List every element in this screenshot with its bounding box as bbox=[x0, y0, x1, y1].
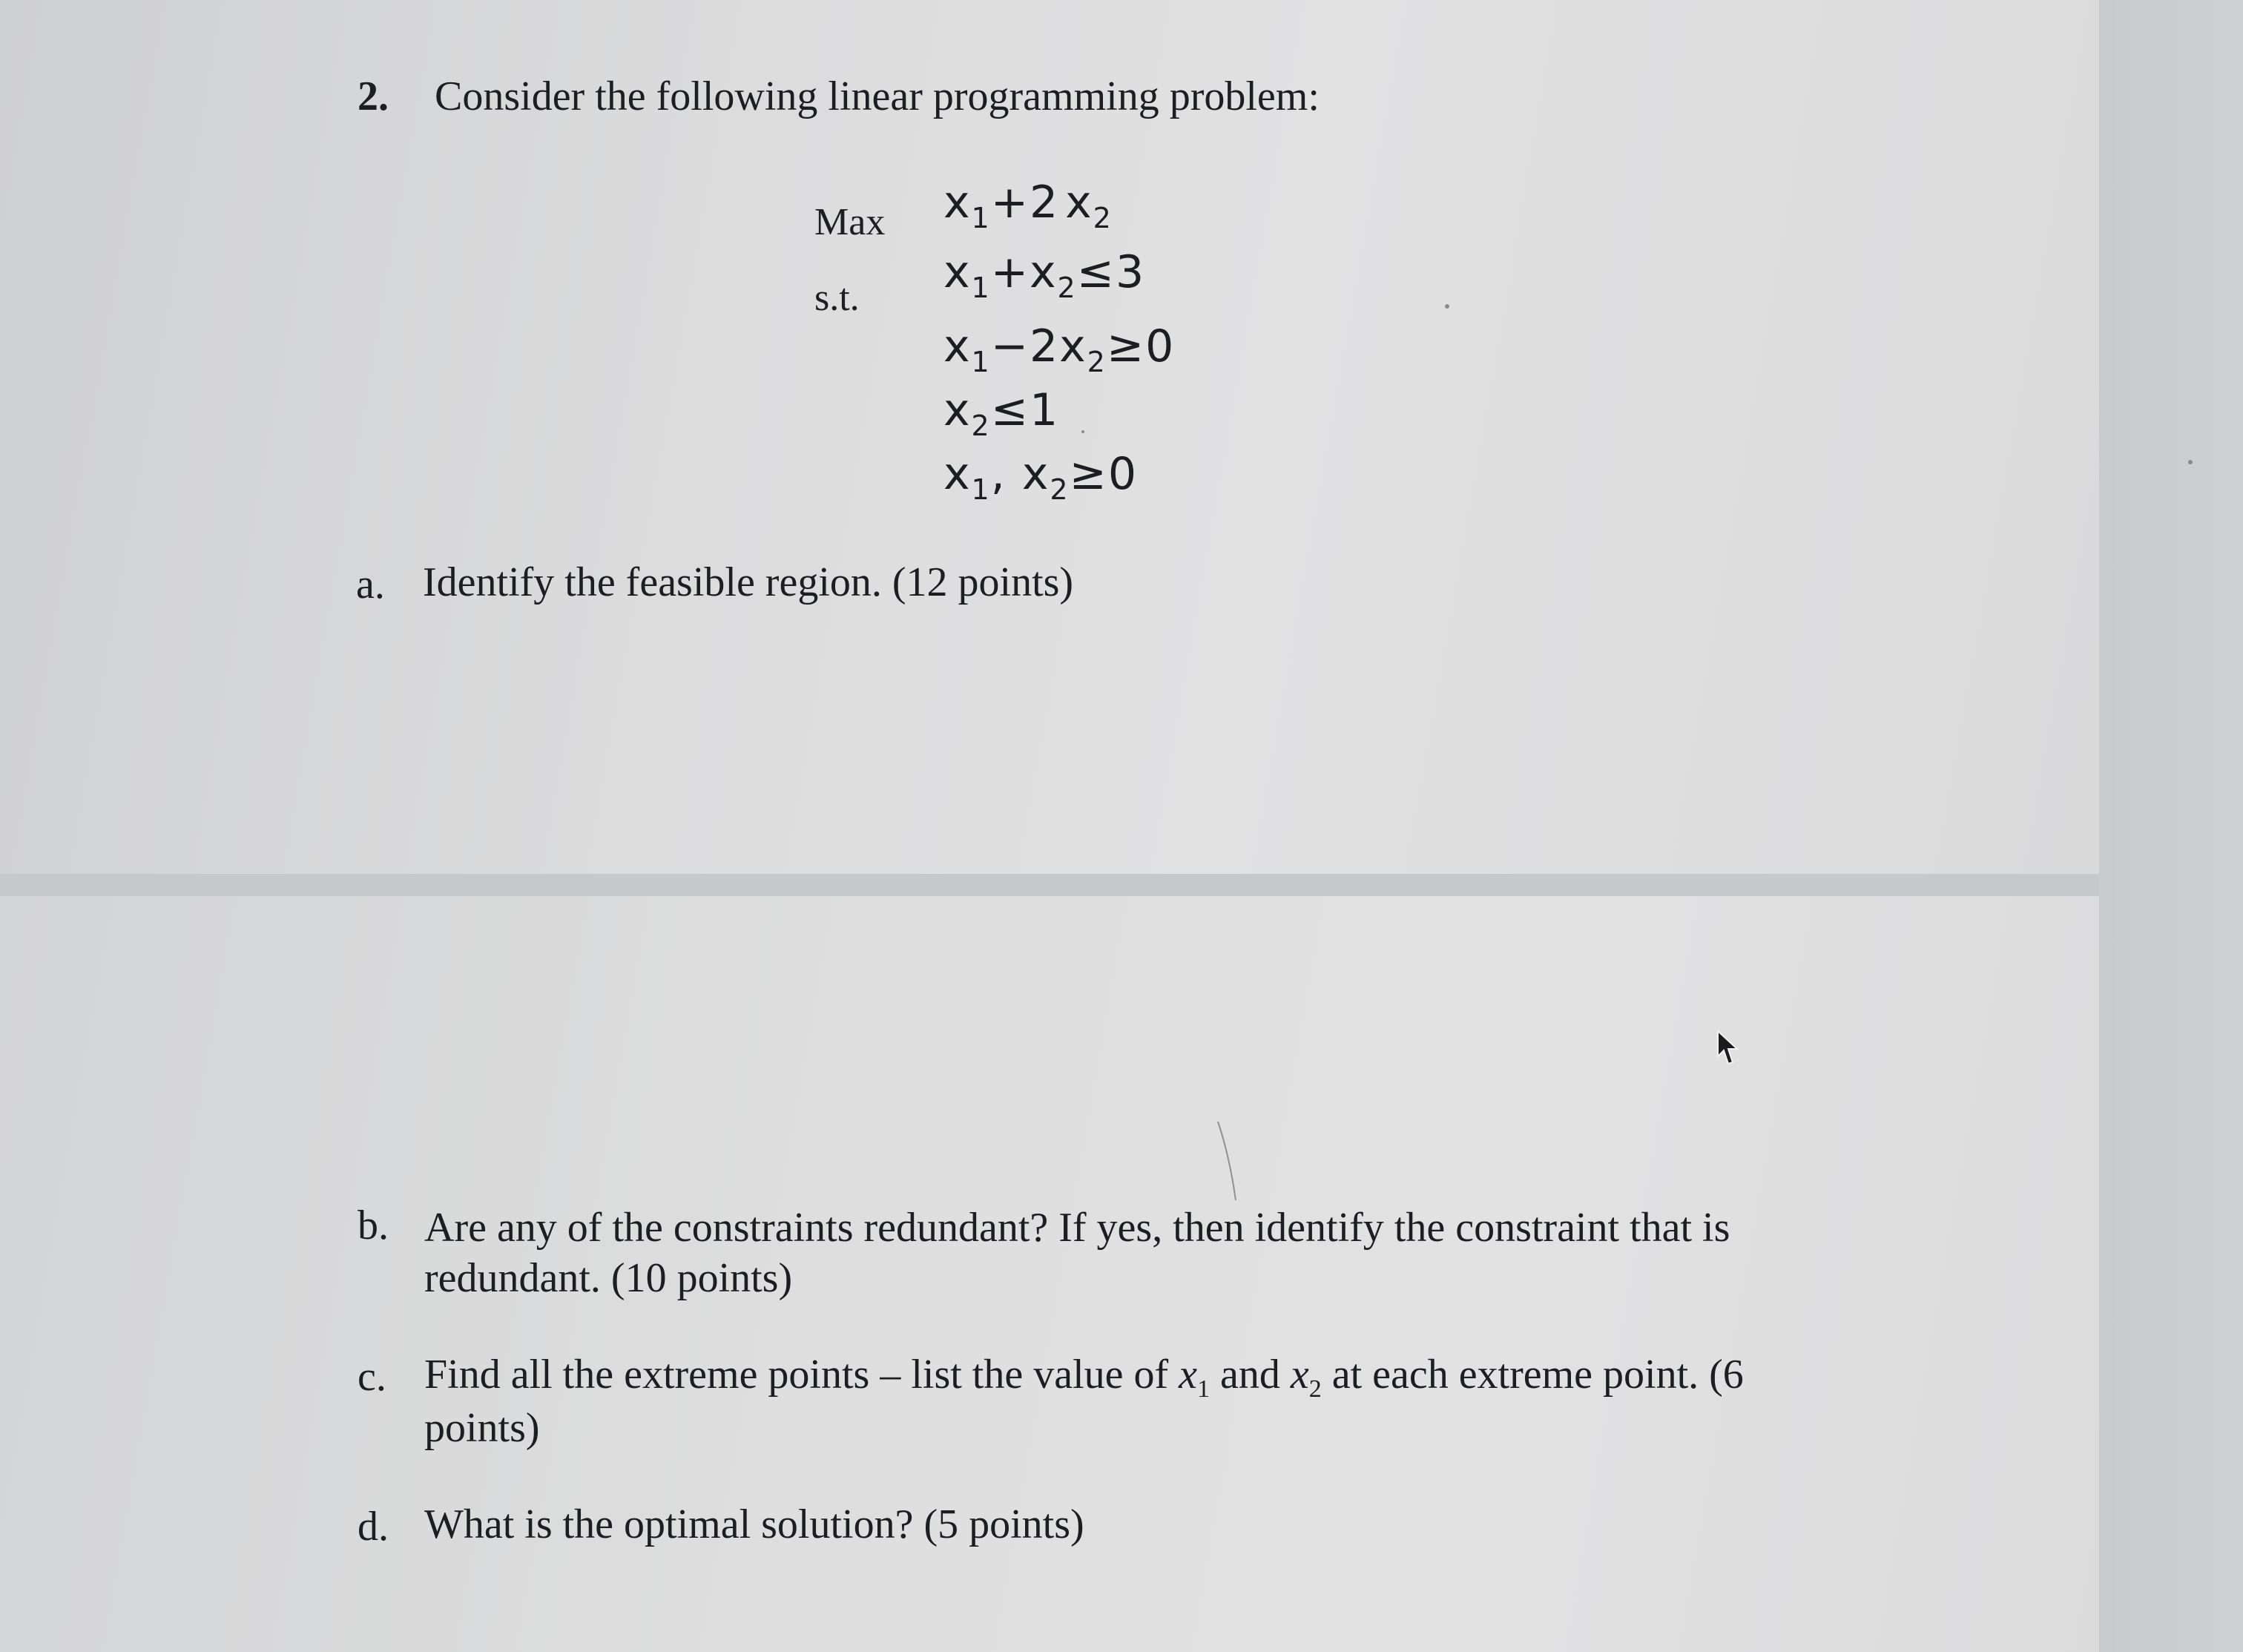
constraint-3: $x_2\le 1$ bbox=[943, 384, 1060, 442]
part-d-letter: d. bbox=[358, 1504, 389, 1550]
constraint-nonnegativity: $x_1$, $x_2\ge 0$ bbox=[943, 448, 1138, 506]
part-b-letter: b. bbox=[358, 1202, 389, 1248]
dust-speck bbox=[1445, 304, 1449, 309]
max-label: Max bbox=[814, 201, 886, 243]
screen-scratch bbox=[1216, 1120, 1239, 1202]
question-number: 2. bbox=[358, 73, 389, 119]
objective-function: $x_1+2$ $x_2$ bbox=[943, 177, 1113, 234]
question-prompt: Consider the following linear programming problem: bbox=[435, 73, 1320, 119]
screen-edge bbox=[2099, 0, 2243, 1652]
constraint-2: $x_1-2x_2\ge 0$ bbox=[943, 320, 1176, 378]
part-c-line-2: points) bbox=[424, 1405, 540, 1451]
part-a-text: Identify the feasible region. (12 points) bbox=[423, 559, 1074, 605]
subject-to-label: s.t. bbox=[814, 277, 860, 319]
part-c-letter: c. bbox=[358, 1354, 386, 1400]
part-a-letter: a. bbox=[356, 562, 385, 608]
constraint-1: $x_1+x_2\le 3$ bbox=[943, 246, 1146, 304]
part-b-line-1: Are any of the constraints redundant? If yes, then identify the constraint that is bbox=[424, 1205, 1730, 1251]
page-upper bbox=[0, 0, 2099, 874]
part-b-line-2: redundant. (10 points) bbox=[424, 1255, 793, 1301]
dust-speck bbox=[1081, 430, 1084, 433]
dust-speck bbox=[2188, 460, 2193, 464]
part-d-text: What is the optimal solution? (5 points) bbox=[424, 1501, 1084, 1547]
mouse-cursor-icon bbox=[1715, 1030, 1740, 1065]
part-c-line-1: Find all the extreme points – list the value of $x_1$ and $x_2$ at each extreme point. (6 bbox=[424, 1352, 1744, 1403]
page-divider bbox=[0, 874, 2099, 896]
